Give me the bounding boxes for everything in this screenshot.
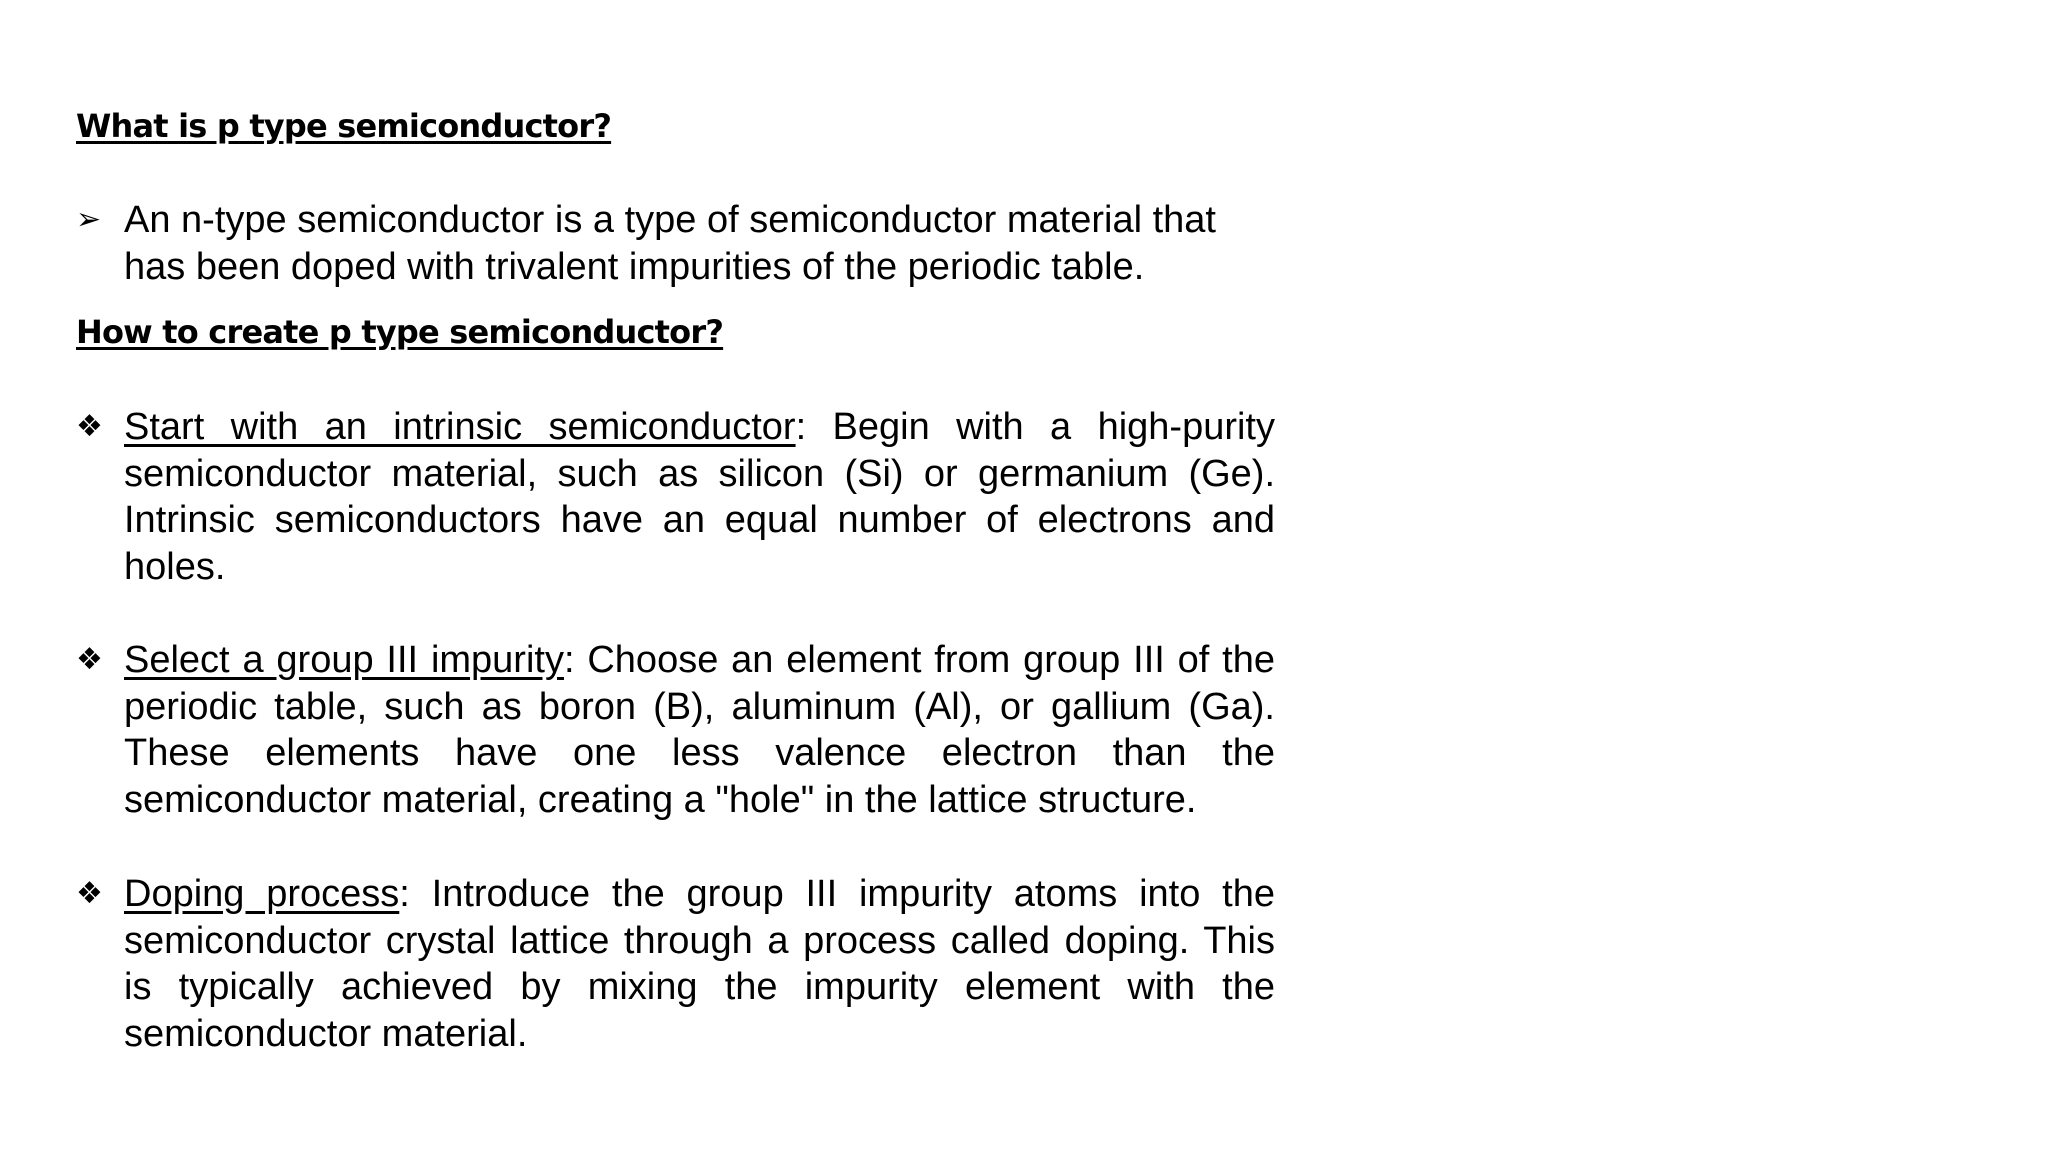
step-text: : Begin with a high-purity semiconductor material, such as silicon (Si) or germanium (Ge). Intrinsic semiconductors have an equal number of electrons and holes.: [124, 406, 1275, 588]
heading-what-is-p-type: What is p type semiconductor?: [76, 107, 612, 145]
arrowhead-bullet-icon: ➢: [76, 202, 102, 237]
step-text: : Introduce the group III impurity atoms into the semiconductor crystal lattice through a process called doping. This is typically achieved by mixing the impurity element with the semiconductor material.: [124, 873, 1275, 1055]
step-term: Select a group III impurity: [124, 639, 564, 681]
bullet-step-body: [124, 404, 1275, 590]
bullet-step-impurity: [76, 637, 1275, 823]
bullet-step-doping: [76, 871, 1275, 1057]
bullet-step-intrinsic: [76, 404, 1275, 590]
bullet-step-body: [124, 871, 1275, 1057]
diamond-bullet-icon: ❖: [76, 409, 103, 444]
step-text: : Choose an element from group III of the periodic table, such as boron (B), aluminum (Al), or gallium (Ga). These elements have one less valence electron than the semiconductor material, creating a "hole" in the lattice structure.: [124, 639, 1275, 821]
heading-how-to-create: How to create p type semiconductor?: [76, 313, 724, 351]
bullet-step-body: [124, 637, 1275, 823]
diamond-bullet-icon: ❖: [76, 876, 103, 911]
step-term: Start with an intrinsic semiconductor: [124, 406, 796, 448]
bullet-definition: [76, 197, 1275, 290]
diamond-bullet-icon: ❖: [76, 642, 103, 677]
bullet-definition-text: An n-type semiconductor is a type of semiconductor material that has been doped with trivalent impurities of the periodic table.: [124, 199, 1216, 288]
step-term: Doping process: [124, 873, 400, 915]
